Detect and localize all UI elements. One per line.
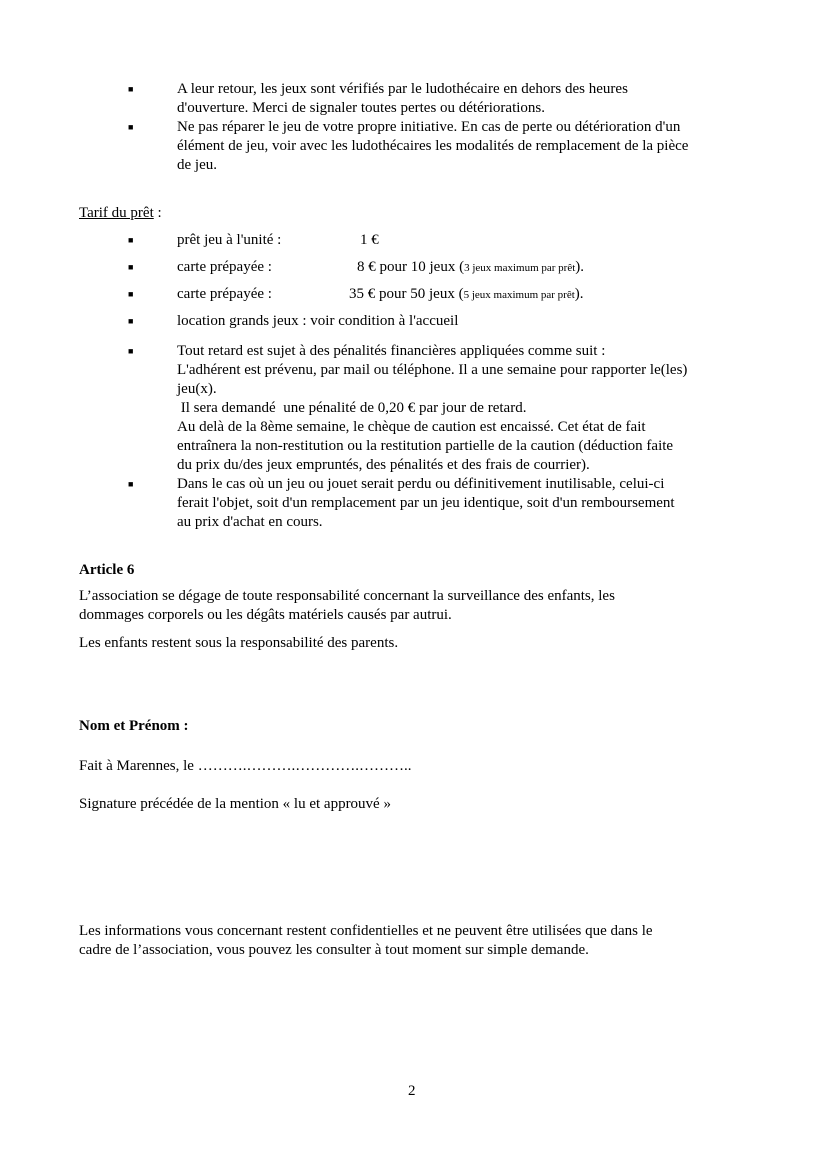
bullet-icon: ■ (128, 316, 134, 326)
article-6-para-2: Les enfants restent sous la responsabilité des parents. (79, 635, 399, 651)
tarif-item-5-line-4: Il sera demandé une pénalité de 0,20 € par jour de retard. (177, 400, 527, 416)
tarif-item-6-line-1: Dans le cas où un jeu ou jouet serait perdu ou définitivement inutilisable, celui-ci (177, 476, 665, 492)
list-item-1-line-2: d'ouverture. Merci de signaler toutes pertes ou détériorations. (177, 100, 545, 116)
name-label: Nom et Prénom : (79, 718, 189, 734)
tarif-heading-colon: : (153, 205, 162, 221)
article-6-title: Article 6 (79, 562, 135, 578)
list-item-1-line-1: A leur retour, les jeux sont vérifiés par le ludothécaire en dehors des heures (177, 81, 628, 97)
tarif-item-5-line-2: L'adhérent est prévenu, par mail ou téléphone. Il a une semaine pour rapporter le(les) (177, 362, 688, 378)
list-item-2-line-3: de jeu. (177, 157, 217, 173)
tarif-item-2-price: 8 € pour 10 jeux ( (357, 259, 465, 275)
tarif-item-2-label: carte prépayée : (177, 259, 272, 275)
tarif-item-5-line-3: jeu(x). (177, 381, 217, 397)
tarif-item-2-value (357, 258, 584, 278)
tarif-item-4: location grands jeux : voir condition à l'accueil (177, 313, 459, 329)
tarif-item-2-note: 3 jeux maximum par prêt (464, 262, 576, 274)
tarif-item-5-line-5: Au delà de la 8ème semaine, le chèque de caution est encaissé. Cet état de fait (177, 419, 646, 435)
bullet-icon: ■ (128, 84, 134, 94)
signature-mention: Signature précédée de la mention « lu et approuvé » (79, 796, 391, 812)
tarif-item-3-end: ). (574, 286, 584, 302)
tarif-item-3-label: carte prépayée : (177, 286, 272, 302)
tarif-item-6-line-2: ferait l'objet, soit d'un remplacement par un jeu identique, soit d'un remboursement (177, 495, 675, 511)
tarif-item-5-line-7: du prix du/des jeux empruntés, des pénalités et des frais de courrier). (177, 457, 590, 473)
bullet-icon: ■ (128, 289, 134, 299)
article-6-para-1-line-1: L’association se dégage de toute responsabilité concernant la surveillance des enfants, les (79, 588, 615, 604)
tarif-item-3-price: 35 € pour 50 jeux ( (349, 286, 464, 302)
list-item-2-line-2: élément de jeu, voir avec les ludothécaires les modalités de remplacement de la pièce (177, 138, 689, 154)
tarif-heading-text: Tarif du prêt (79, 205, 154, 221)
tarif-item-3-note: 5 jeux maximum par prêt (463, 289, 575, 301)
tarif-item-5-line-1: Tout retard est sujet à des pénalités financières appliquées comme suit : (177, 343, 606, 359)
tarif-item-5-line-6: entraînera la non-restitution ou la restitution partielle de la caution (déduction faite (177, 438, 674, 454)
bullet-icon: ■ (128, 235, 134, 245)
bullet-icon: ■ (128, 479, 134, 489)
bullet-icon: ■ (128, 262, 134, 272)
bullet-icon: ■ (128, 122, 134, 132)
page-number: 2 (408, 1083, 416, 1099)
tarif-heading (79, 204, 162, 223)
list-item-2-line-1: Ne pas réparer le jeu de votre propre initiative. En cas de perte ou détérioration d'un (177, 119, 681, 135)
tarif-item-1-value: 1 € (360, 232, 379, 248)
tarif-item-1-label: prêt jeu à l'unité : (177, 232, 282, 248)
tarif-item-3-value (349, 285, 584, 305)
bullet-icon: ■ (128, 346, 134, 356)
article-6-para-1-line-2: dommages corporels ou les dégâts matériels causés par autrui. (79, 607, 452, 623)
fait-a-line: Fait à Marennes, le ……….……….………….……….. (79, 758, 412, 774)
privacy-line-1: Les informations vous concernant restent confidentielles et ne peuvent être utilisées que dans le (79, 923, 653, 939)
tarif-item-2-end: ). (575, 259, 585, 275)
privacy-line-2: cadre de l’association, vous pouvez les consulter à tout moment sur simple demande. (79, 942, 589, 958)
tarif-item-6-line-3: au prix d'achat en cours. (177, 514, 323, 530)
